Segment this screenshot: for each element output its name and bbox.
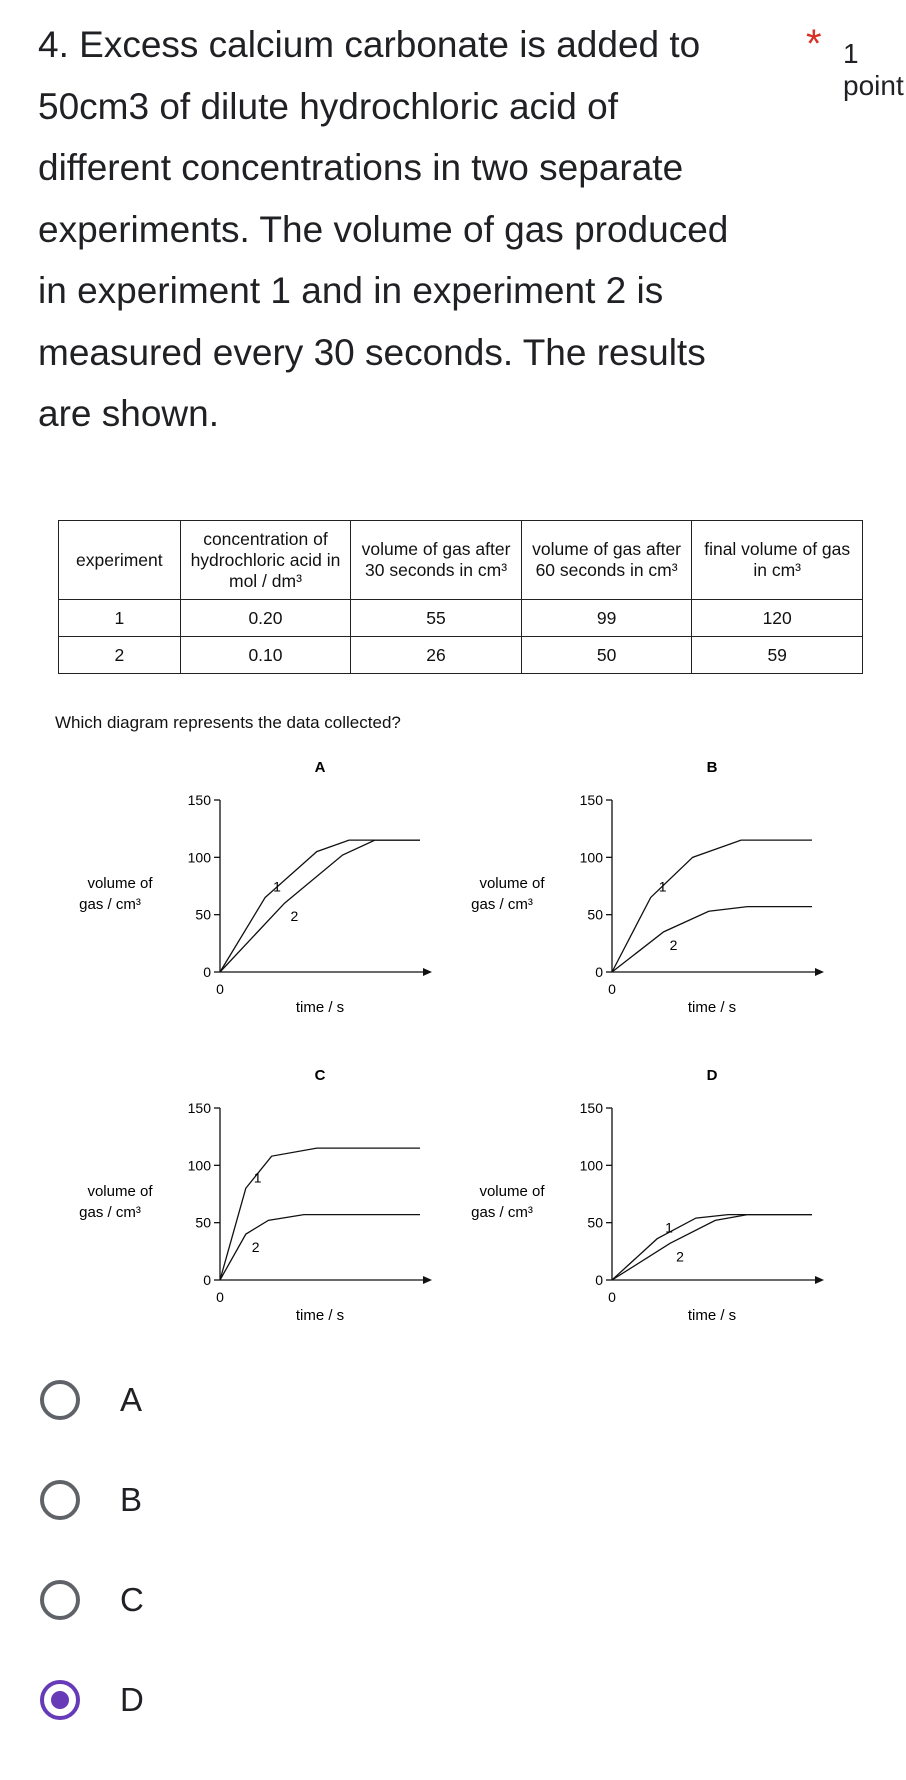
series-line-2: [220, 1215, 420, 1280]
table-cell: 0.20: [180, 600, 351, 637]
y-tick-label: 50: [587, 1214, 603, 1231]
y-tick-label: 150: [187, 1100, 211, 1116]
x-axis-arrow: [815, 1276, 824, 1284]
question-image: [50, 515, 870, 1335]
table-cell: 0.10: [180, 637, 351, 674]
option-b[interactable]: [38, 1480, 438, 1580]
y-axis-label: volume of: [479, 1183, 545, 1200]
option-label: B: [120, 1481, 143, 1518]
series-label-2: 2: [676, 1248, 684, 1265]
series-line-2: [612, 1215, 812, 1280]
table-cell: 26: [351, 637, 522, 674]
option-label: A: [120, 1381, 143, 1418]
y-tick-label: 150: [187, 792, 211, 808]
x-tick-label: 0: [216, 981, 224, 997]
header-experiment: experiment: [59, 521, 181, 600]
required-asterisk: *: [806, 22, 822, 66]
series-line-1: [220, 840, 420, 972]
y-axis-label: volume of: [87, 1183, 153, 1200]
chart-title: B: [706, 759, 718, 776]
table-cell: 1: [59, 600, 181, 637]
y-tick-label: 150: [579, 1100, 603, 1116]
chart-title: C: [314, 1067, 326, 1084]
y-axis-label-unit: gas / cm³: [471, 896, 533, 913]
y-tick-label: 100: [187, 1157, 211, 1174]
answer-options: [38, 1380, 438, 1780]
y-axis-label-unit: gas / cm³: [471, 1204, 533, 1221]
chart-panel-b: [462, 760, 842, 1025]
y-tick-label: 50: [195, 1214, 211, 1231]
header-concentration: concentration of hydrochloric acid in mol / dm³: [180, 521, 351, 600]
series-line-2: [220, 840, 420, 972]
chart-a: [70, 760, 450, 1020]
series-label-1: 1: [253, 1169, 262, 1186]
question-title: 4. Excess calcium carbonate is added to 50cm3 of dilute hydrochloric acid of different concentrations in two separate experiments. The volume of gas produced in experiment 1 and in experiment 2 is measured every 30 seconds. The results are shown.: [38, 24, 729, 434]
radio-button[interactable]: [40, 1380, 80, 1420]
y-tick-label: 50: [195, 906, 211, 923]
x-axis-arrow: [423, 968, 432, 976]
option-label: C: [120, 1581, 144, 1618]
table-cell: 99: [521, 600, 692, 637]
series-label-1: 1: [273, 878, 281, 895]
chart-d: [462, 1068, 842, 1328]
table-cell: 55: [351, 600, 522, 637]
series-line-1: [612, 1215, 812, 1280]
chart-panel-c: [70, 1068, 450, 1333]
y-tick-label: 0: [203, 1272, 211, 1288]
series-label-1: 1: [665, 1219, 673, 1236]
chart-c: [70, 1068, 450, 1328]
option-a[interactable]: [38, 1380, 438, 1480]
y-tick-label: 0: [595, 1272, 603, 1288]
data-table: [58, 520, 863, 674]
header-final-volume: final volume of gas in cm³: [692, 521, 863, 600]
y-axis-label-unit: gas / cm³: [79, 896, 141, 913]
table-row: [59, 637, 863, 674]
series-line-2: [612, 907, 812, 972]
radio-selected-dot: [51, 1691, 69, 1709]
y-tick-label: 50: [587, 906, 603, 923]
option-d[interactable]: [38, 1680, 438, 1780]
y-tick-label: 100: [187, 849, 211, 866]
chart-title: D: [706, 1067, 718, 1084]
option-label: D: [120, 1681, 144, 1718]
x-axis-label: time / s: [295, 1307, 345, 1324]
chart-b: [462, 760, 842, 1020]
table-cell: 2: [59, 637, 181, 674]
header-volume-60s: volume of gas after 60 seconds in cm³: [521, 521, 692, 600]
question-header: [38, 14, 904, 445]
x-tick-label: 0: [216, 1289, 224, 1305]
y-tick-label: 0: [203, 964, 211, 980]
x-axis-label: time / s: [295, 999, 345, 1016]
radio-button-selected[interactable]: [40, 1680, 80, 1720]
x-tick-label: 0: [608, 1289, 616, 1305]
table-cell: 59: [692, 637, 863, 674]
points-label: 1 point: [843, 38, 904, 101]
series-label-2: 2: [290, 908, 299, 925]
y-tick-label: 100: [579, 1157, 603, 1174]
x-axis-label: time / s: [687, 1307, 737, 1324]
header-volume-30s: volume of gas after 30 seconds in cm³: [351, 521, 522, 600]
radio-button[interactable]: [40, 1480, 80, 1520]
option-c[interactable]: [38, 1580, 438, 1680]
y-axis-label: volume of: [479, 875, 545, 892]
y-axis-label-unit: gas / cm³: [79, 1204, 141, 1221]
sub-question: Which diagram represents the data collected?: [55, 713, 401, 732]
series-label-1: 1: [658, 878, 667, 895]
y-axis-label: volume of: [87, 875, 153, 892]
x-axis-label: time / s: [687, 999, 737, 1016]
x-tick-label: 0: [608, 981, 616, 997]
y-tick-label: 0: [595, 964, 603, 980]
chart-panel-a: [70, 760, 450, 1025]
chart-panel-d: [462, 1068, 842, 1333]
series-label-2: 2: [251, 1239, 260, 1256]
table-row: [59, 600, 863, 637]
y-tick-label: 100: [579, 849, 603, 866]
chart-title: A: [314, 759, 326, 776]
table-cell: 50: [521, 637, 692, 674]
y-tick-label: 150: [579, 792, 603, 808]
table-header-row: [59, 521, 863, 600]
radio-button[interactable]: [40, 1580, 80, 1620]
table-cell: 120: [692, 600, 863, 637]
series-label-2: 2: [669, 936, 678, 953]
x-axis-arrow: [423, 1276, 432, 1284]
x-axis-arrow: [815, 968, 824, 976]
